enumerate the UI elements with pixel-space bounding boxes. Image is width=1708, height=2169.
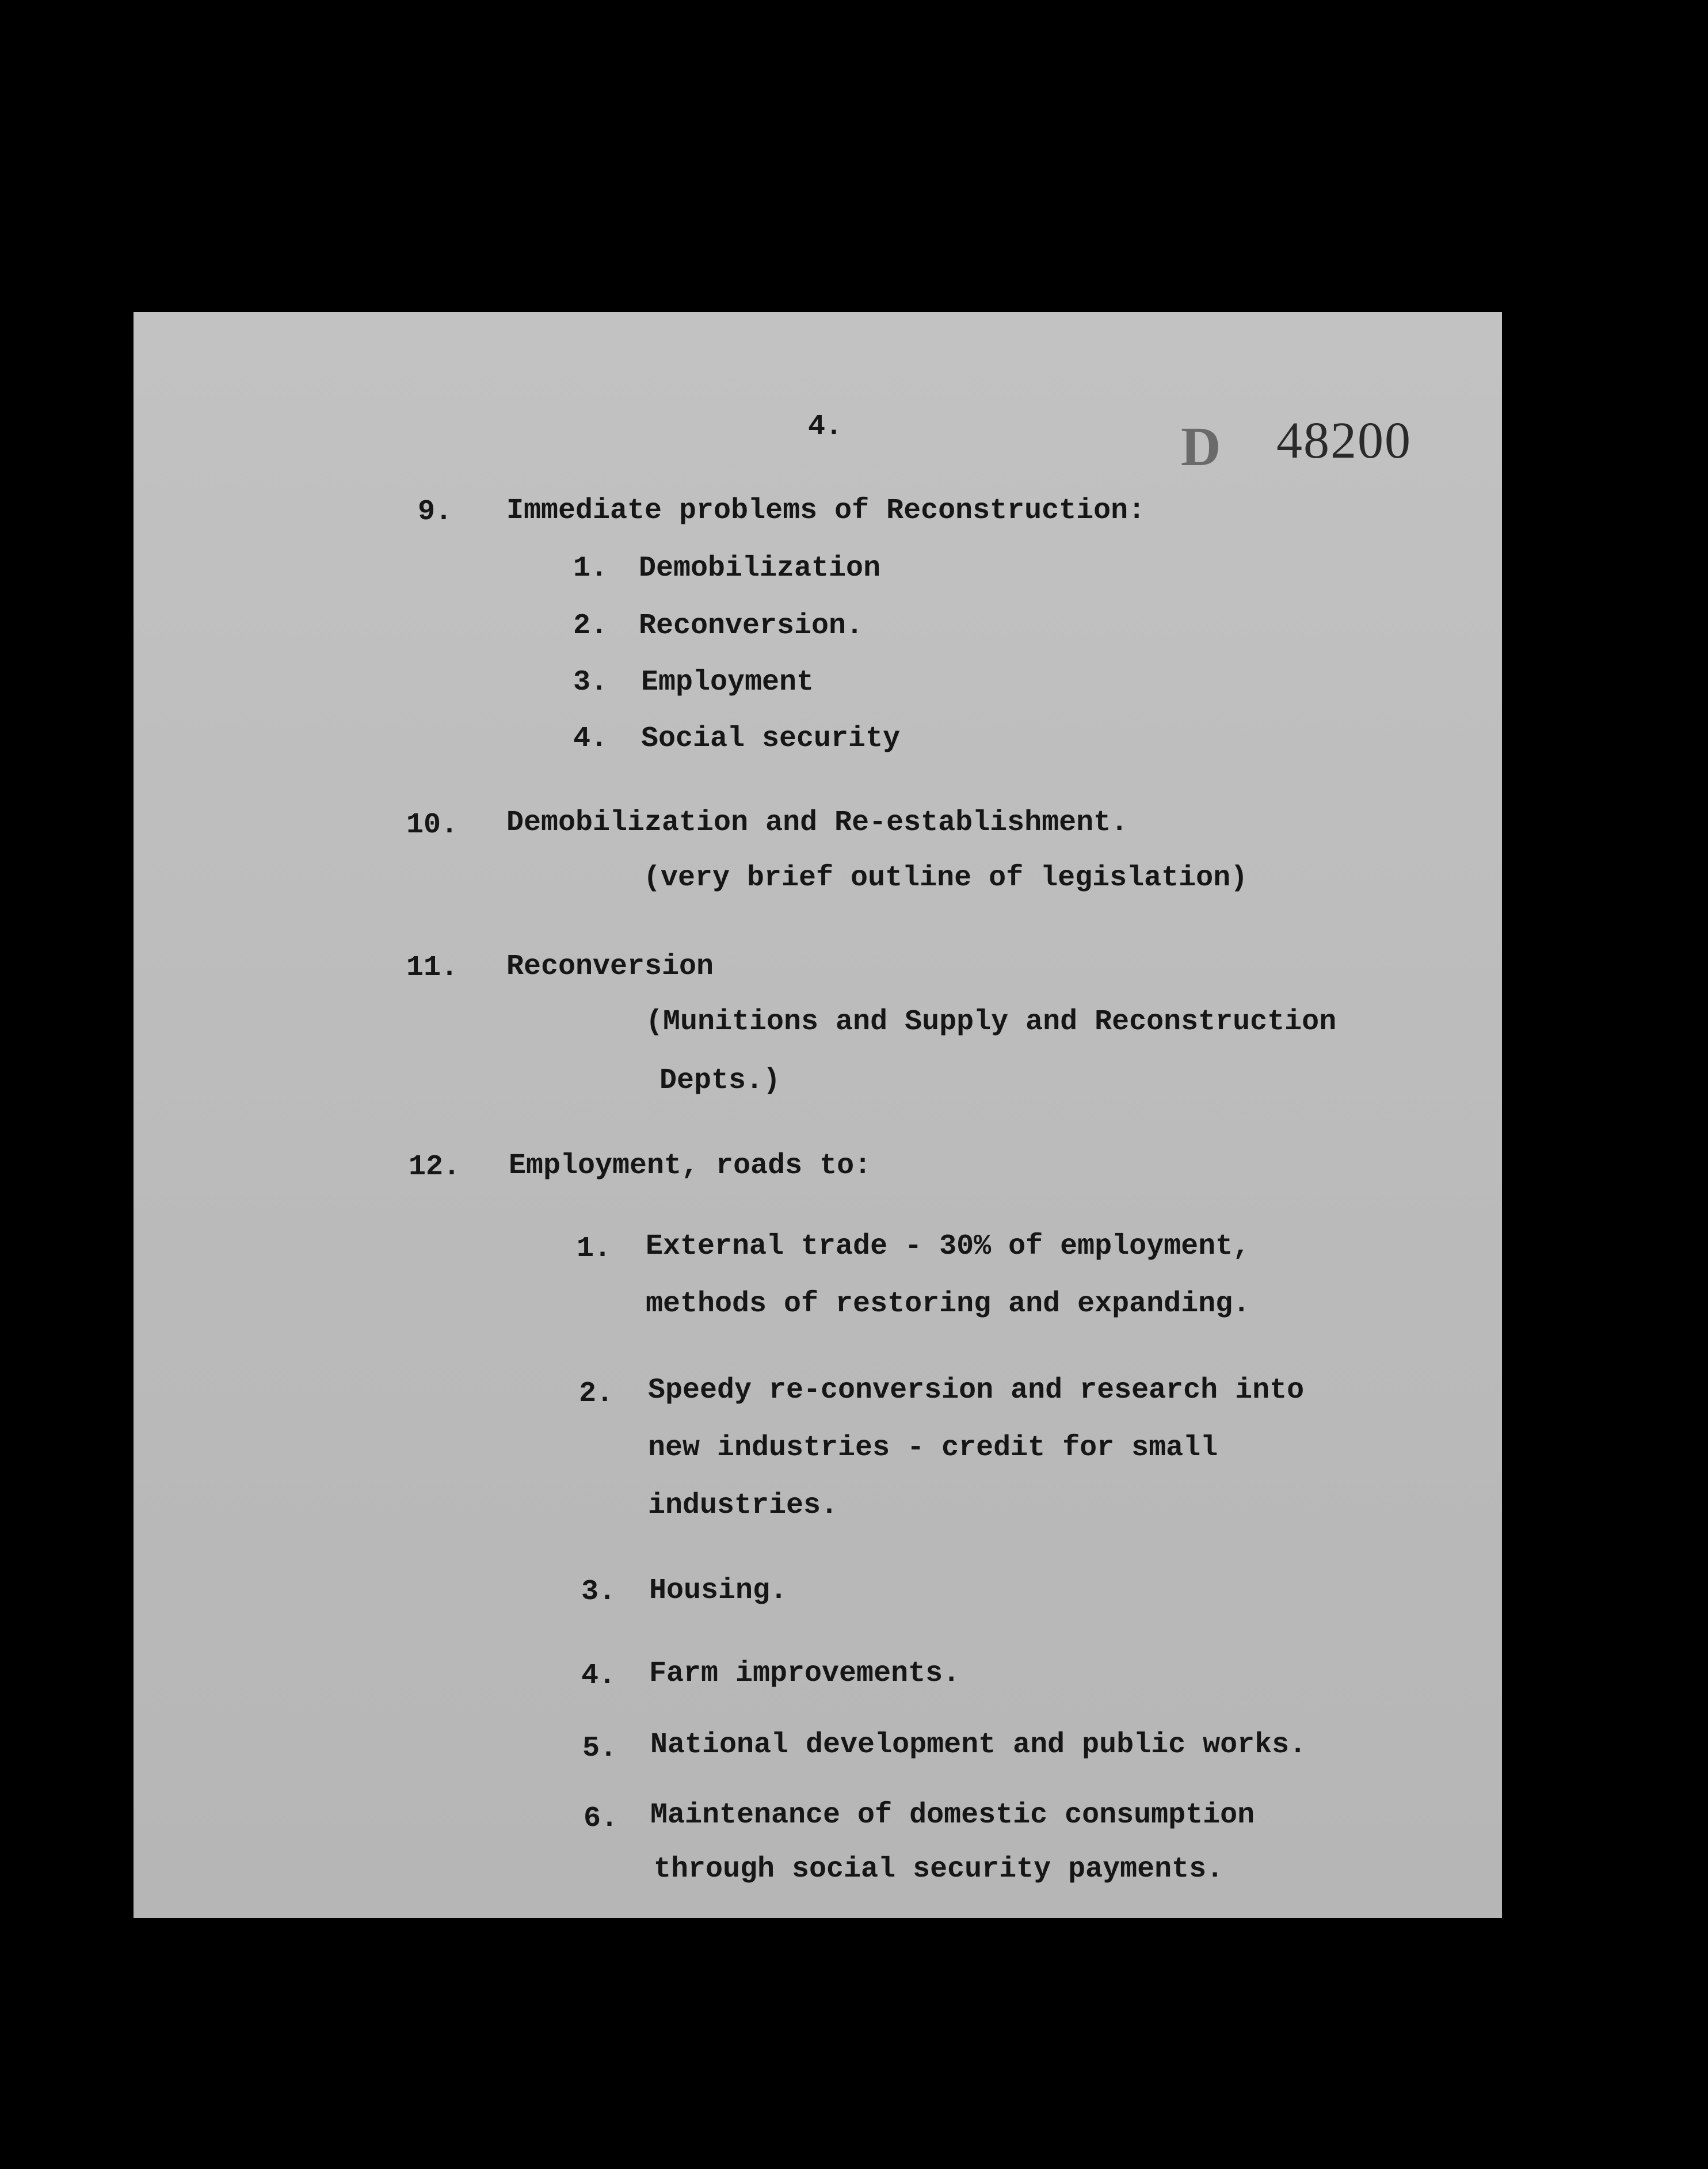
item-9-number: 9. xyxy=(418,496,453,528)
item-10-note: (very brief outline of legislation) xyxy=(643,862,1248,895)
item-12-sub-6-line-2: through social security payments. xyxy=(654,1853,1224,1886)
item-12-sub-1-number: 1. xyxy=(577,1232,612,1265)
item-12-sub-3-line-1: Housing. xyxy=(649,1574,788,1607)
item-9-sub-4-text: Social security xyxy=(641,722,901,755)
item-12-sub-3-number: 3. xyxy=(581,1576,616,1608)
item-12-heading: Employment, roads to: xyxy=(509,1150,872,1182)
item-12-sub-2-line-2: new industries - credit for small xyxy=(648,1432,1218,1464)
item-12-sub-2-line-3: industries. xyxy=(648,1489,838,1522)
item-12-sub-6-number: 6. xyxy=(584,1802,619,1835)
item-11-note-line-2: Depts.) xyxy=(659,1064,781,1097)
item-12-sub-4-line-1: Farm improvements. xyxy=(649,1657,960,1690)
item-12-sub-4-number: 4. xyxy=(581,1660,616,1692)
item-12-sub-1-line-2: methods of restoring and expanding. xyxy=(646,1288,1250,1321)
item-12-sub-6-line-1: Maintenance of domestic consumption xyxy=(650,1799,1255,1832)
stamp-number: 48200 xyxy=(1276,412,1412,469)
item-9-sub-1-number: 1. xyxy=(573,552,608,585)
item-9-sub-4-number: 4. xyxy=(573,722,608,755)
item-9-sub-2-number: 2. xyxy=(573,610,608,642)
item-11-note-line-1: (Munitions and Supply and Reconstruction xyxy=(646,1006,1337,1038)
item-9-sub-3-text: Employment xyxy=(641,666,814,699)
stamp-prefix: D xyxy=(1181,416,1221,477)
item-12-number: 12. xyxy=(409,1151,461,1184)
item-11-heading: Reconversion xyxy=(506,950,714,983)
item-11-number: 11. xyxy=(406,952,459,984)
item-12-sub-2-line-1: Speedy re-conversion and research into xyxy=(648,1374,1305,1407)
item-9-sub-1-text: Demobilization xyxy=(639,552,881,585)
item-10-number: 10. xyxy=(406,809,459,842)
item-9-heading: Immediate problems of Reconstruction: xyxy=(506,494,1146,527)
item-12-sub-5-number: 5. xyxy=(582,1732,617,1765)
item-12-sub-2-number: 2. xyxy=(579,1377,614,1410)
item-10-heading: Demobilization and Re-establishment. xyxy=(506,806,1128,839)
item-12-sub-1-line-1: External trade - 30% of employment, xyxy=(646,1230,1250,1263)
item-12-sub-5-line-1: National development and public works. xyxy=(650,1729,1307,1761)
page-number: 4. xyxy=(808,410,843,443)
item-9-sub-2-text: Reconversion. xyxy=(639,610,864,642)
item-9-sub-3-number: 3. xyxy=(573,666,608,699)
